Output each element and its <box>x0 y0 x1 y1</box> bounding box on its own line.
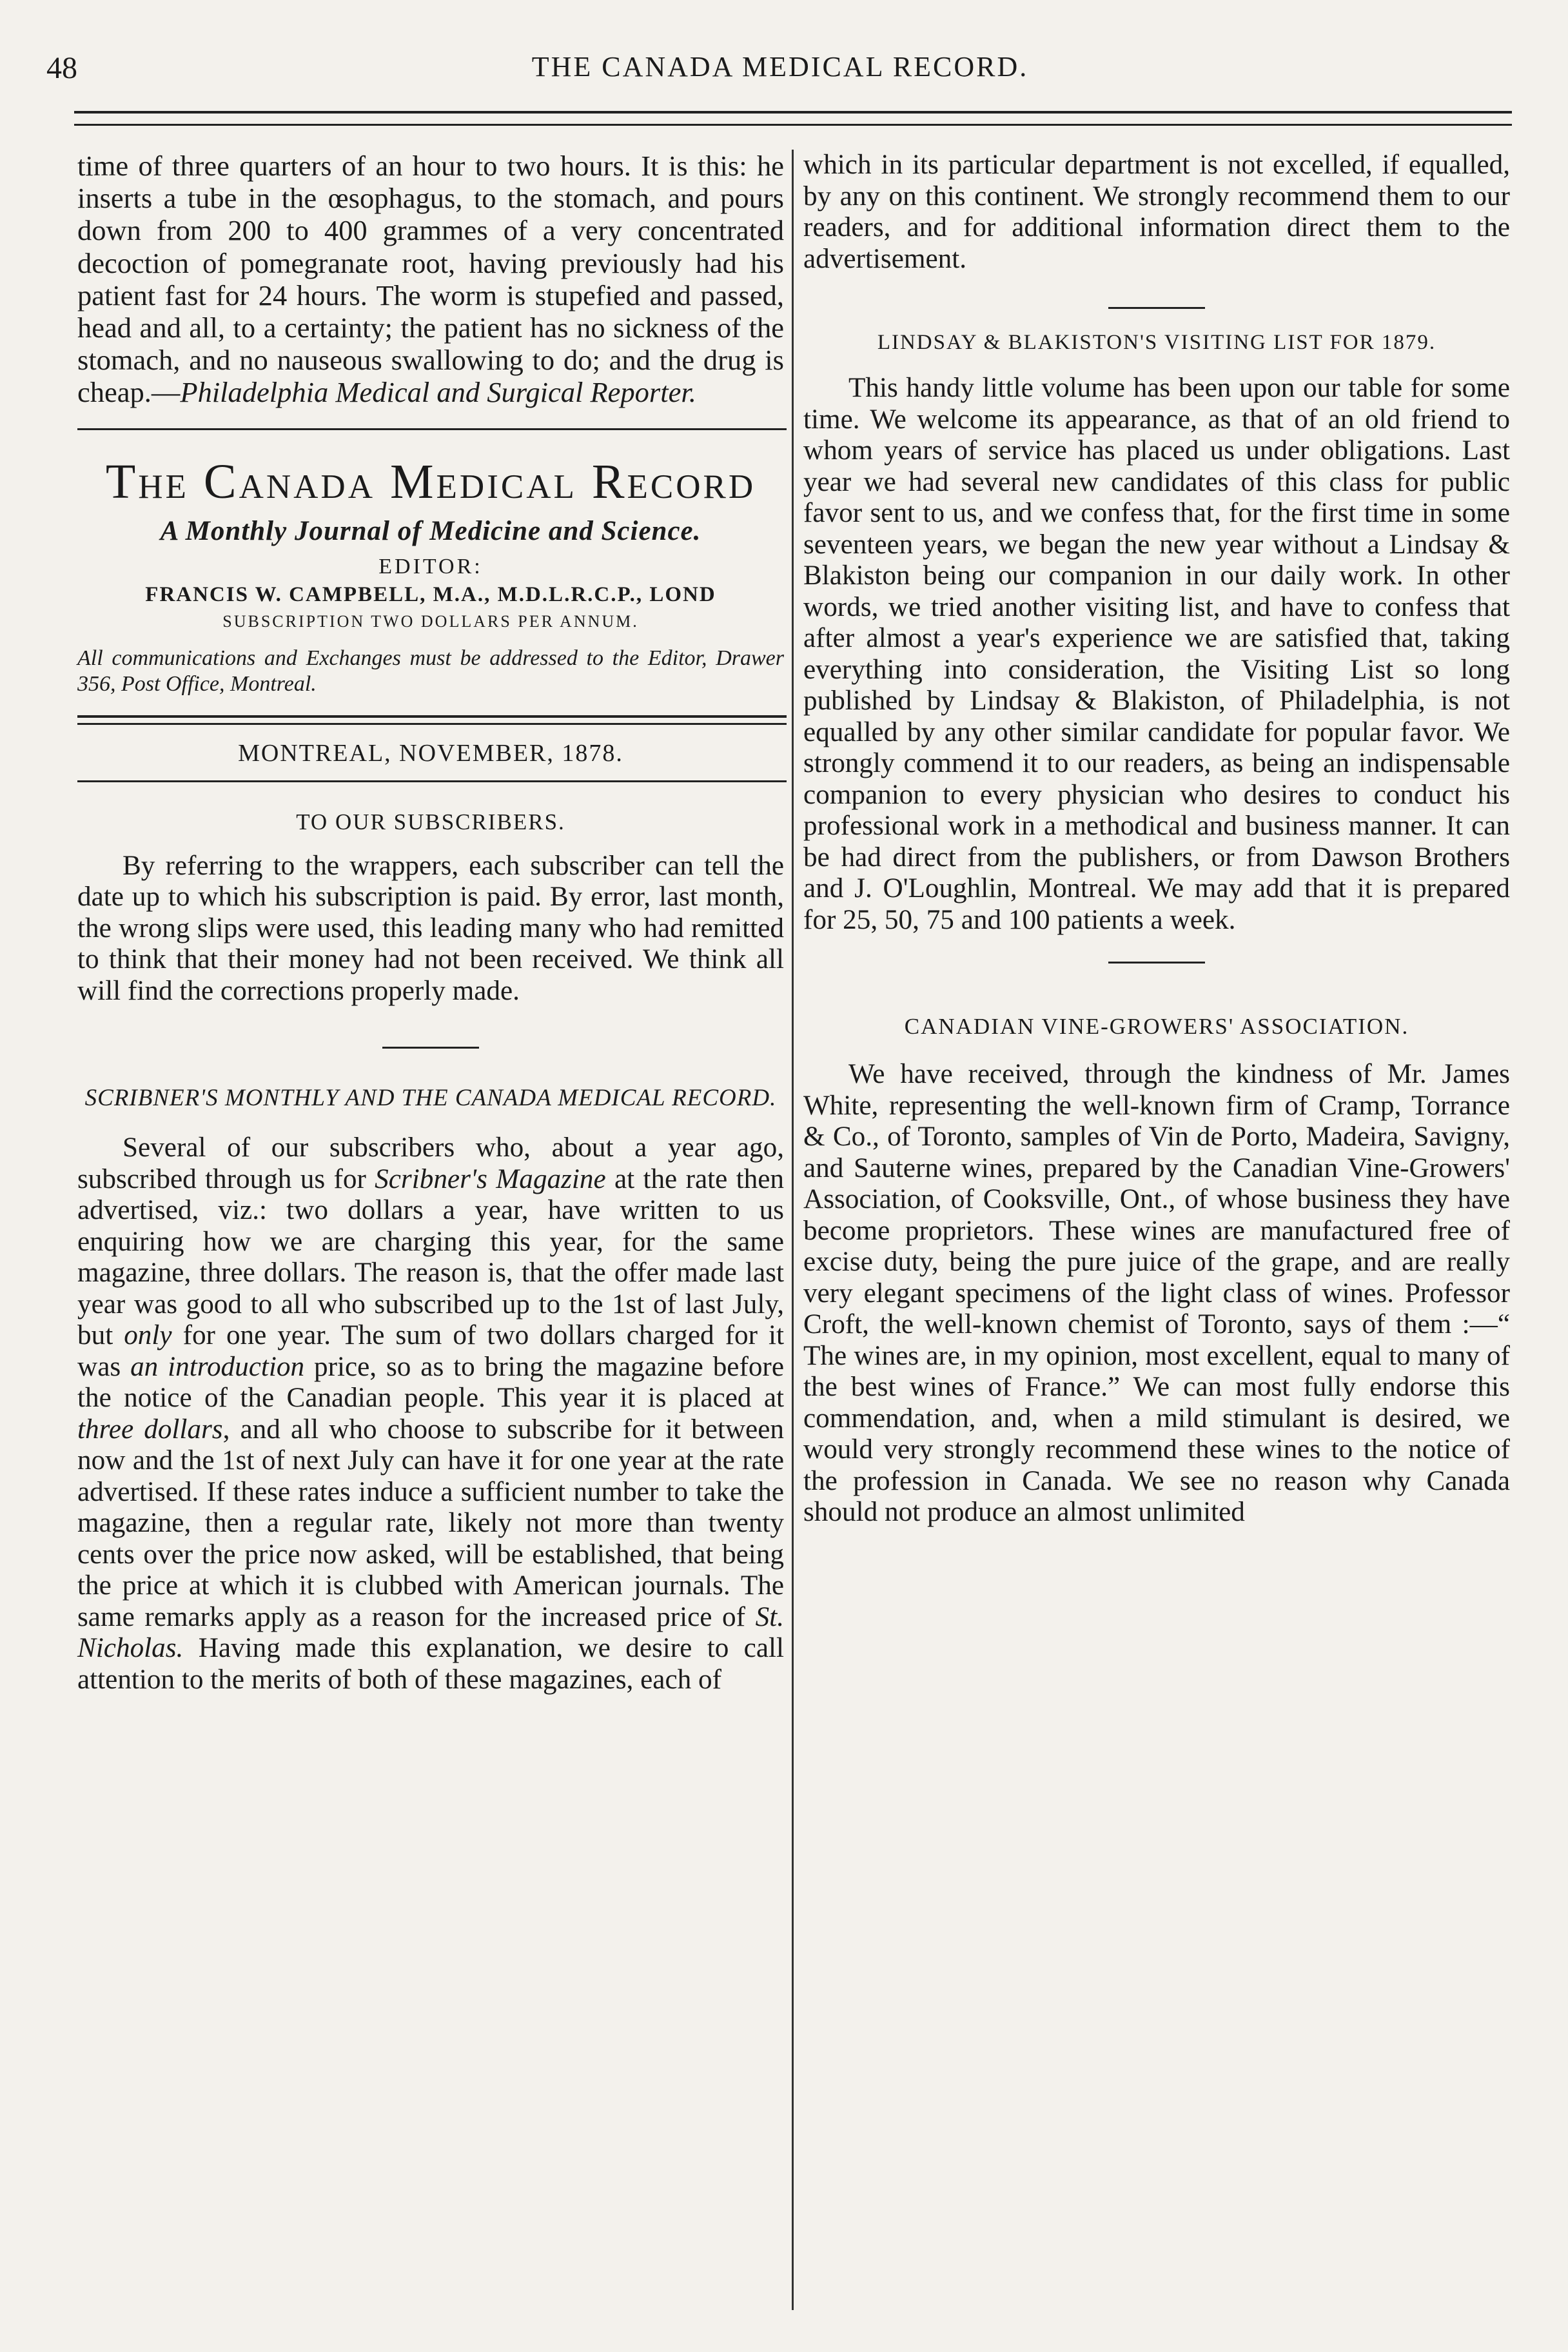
subscribers-body: By referring to the wrappers, each subscriber can tell the date up to which his subscription is paid. By error, last month, the wrong slips were used, this leading many who had remitted to think that their money had not been received. We think all will find the corrections properly made. <box>77 850 784 1006</box>
dateline: MONTREAL, NOVEMBER, 1878. <box>238 739 623 767</box>
dateline-rule-bottom <box>77 780 787 782</box>
running-title: THE CANADA MEDICAL RECORD. <box>531 51 1029 83</box>
scribner-body: Several of our subscribers who, about a year ago, subscribed through us for Scribner's Magazine at the rate then advertised, viz.: two dollars a year, have written to us enquiring how we are charging this year, for the same magazine, three dollars. The reason is, that the offer made last year was good to all who subscribed up to the 1st of last July, but only for one year. The sum of two dollars charged for it was an introduction price, so as to bring the magazine before the notice of the Canadian people. This year it is placed at three dollars, and all who choose to subscribe for it between now and the 1st of next July can have it for one year at the rate advertised. If these rates induce a sufficient number to take the magazine, then a regular rate, likely not more than twenty cents over the price now asked, will be established, that being the price at which it is clubbed with American journals. The same remarks apply as a reason for the increased price of St. Nicholas. Having made this explanation, we desire to call attention to the merits of both of these magazines, each of <box>77 1132 785 1695</box>
subscribers-title: TO OUR SUBSCRIBERS. <box>296 809 565 835</box>
section-divider <box>1108 307 1205 309</box>
continuation-source: Philadelphia Medical and Surgical Reporter. <box>180 376 696 409</box>
vine-body: We have received, through the kindness of Mr. James White, representing the well-known firm of Cramp, Torrance & Co., of Toronto, samples of Vin de Porto, Madeira, Savigny, and Sauterne wines, prepared by the Canadian Vine-Growers' Association, of Cooksville, Ont., of whose business they have become proprietors. These wines are manufactured free of excise duty, being the pure juice of the grape, and are really very elegant specimens of the light class of wines. Professor Croft, the well-known chemist of Toronto, says of them :—“ The wines are, in my opinion, most excellent, equal to many of the best wines of France.” We can most fully endorse this commendation, and, when a mild stimulant is desired, we would very strongly recommend these wines to the notice of the profession in Canada. We see no reason why Canada should not produce an almost unlimited <box>803 1059 1510 1527</box>
section-divider <box>382 1047 479 1049</box>
scribner-title: SCRIBNER'S MONTHLY AND THE CANADA MEDICAL RECORD. <box>84 1085 777 1112</box>
dateline-rule-top-b <box>77 723 787 725</box>
masthead-subtitle: A Monthly Journal of Medicine and Science. <box>160 515 701 546</box>
lindsay-body: This handy little volume has been upon our table for some time. We welcome its appearance, as that of an old friend to whom years of service has placed us under obligations. Last year we had several new candidates of this class for public favor sent to us, and we confess that, for the first time in some seventeen years, we began the new year without a Lindsay & Blakiston being our companion in our daily work. In other words, we tried another visiting list, and have to confess that after almost a year's experience we are satisfied that, taking everything into consideration, the Visiting List so long published by Lindsay & Blakiston, of Philadelphia, is not equalled by any other similar candidate for popular favor. We strongly commend it to our readers, as being an indispensable companion to every physician who desires to conduct his professional work in a methodical and business manner. It can be had direct from the publishers, or from Dawson Brothers and J. O'Loughlin, Montreal. We may add that it is prepared for 25, 50, 75 and 100 patients a week. <box>803 373 1510 935</box>
communications-note: All communications and Exchanges must be addressed to the Editor, Drawer 356, Post Office, Montreal. <box>77 646 784 696</box>
right-column <box>803 150 1510 1528</box>
section-divider <box>1108 962 1205 964</box>
editor-name: FRANCIS W. CAMPBELL, M.A., M.D.L.R.C.P., LOND <box>145 582 716 606</box>
dateline-rule-top-a <box>77 715 787 718</box>
page-header <box>39 45 1522 90</box>
right-continuation: which in its particular department is not excelled, if equalled, by any on this continent. We strongly recommend them to our readers, and for additional information direct them to the advertisement. <box>803 150 1510 274</box>
masthead-rule-top <box>77 428 787 430</box>
continuation-paragraph: time of three quarters of an hour to two hours. It is this: he inserts a tube in the œsophagus, to the stomach, and pours down from 200 to 400 grammes of a very concentrated decoction of pomegranate root, having previously had his patient fast for 24 hours. The worm is stupefied and passed, head and all, to a certainty; the patient has no sickness of the stomach, and no nauseous swallowing to do; and the drug is cheap.—Philadelphia Medical and Surgical Reporter. <box>77 150 784 409</box>
left-column <box>77 150 784 1695</box>
column-divider <box>792 150 794 2310</box>
masthead-title: The Canada Medical Record <box>105 454 756 509</box>
page-number: 48 <box>46 51 77 85</box>
editor-label: EDITOR: <box>378 554 483 578</box>
masthead <box>77 456 784 697</box>
header-rule-bottom <box>74 124 1512 126</box>
header-rule-top <box>74 111 1512 114</box>
lindsay-title: LINDSAY & BLAKISTON'S VISITING LIST FOR 1879. <box>877 331 1436 354</box>
vine-title: CANADIAN VINE-GROWERS' ASSOCIATION. <box>904 1014 1409 1039</box>
subscription-price: SUBSCRIPTION TWO DOLLARS PER ANNUM. <box>222 611 639 631</box>
